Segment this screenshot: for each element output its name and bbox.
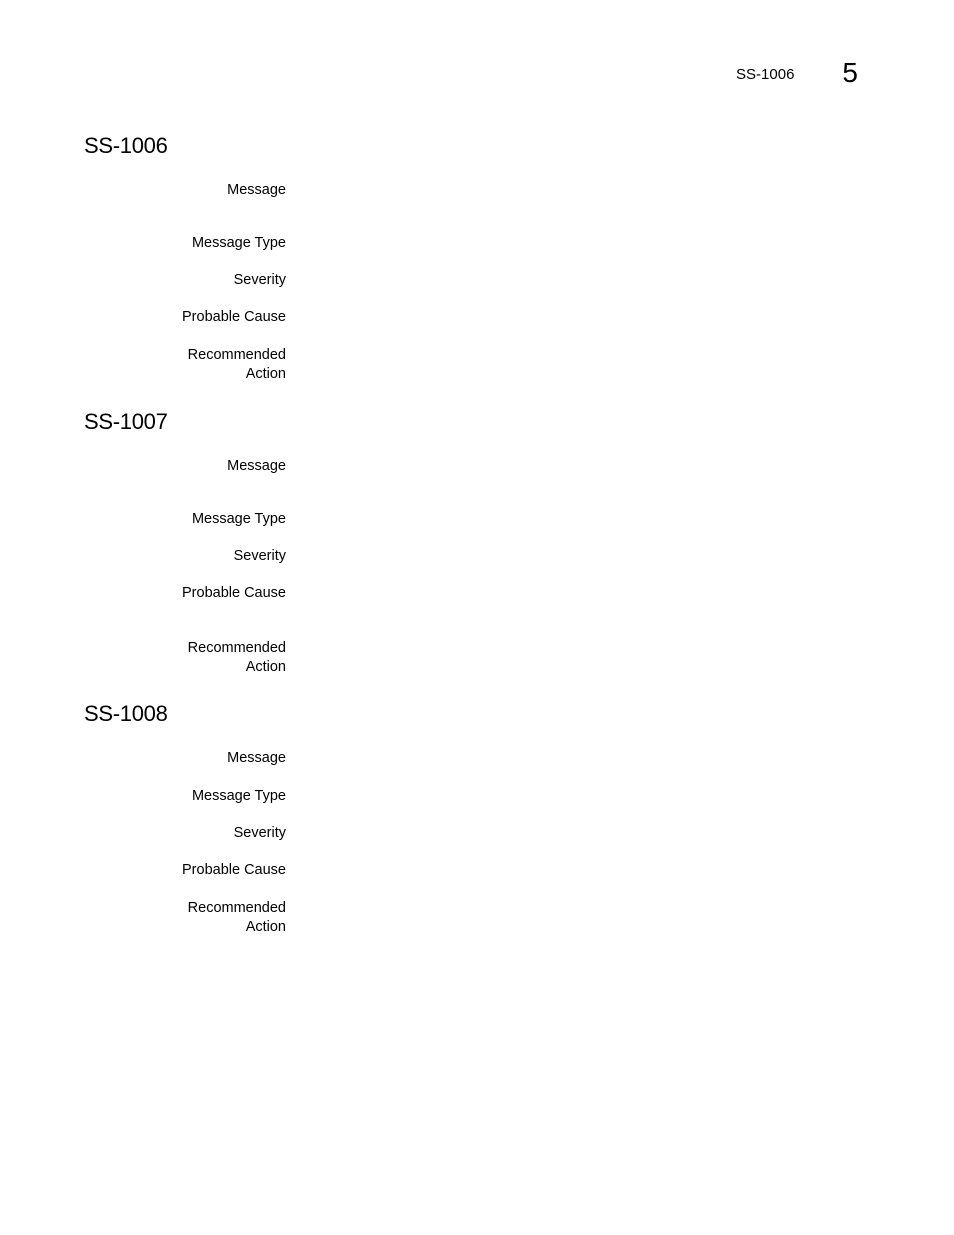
label-line: Action — [245, 659, 286, 675]
label-probable-cause: Probable Cause — [182, 585, 286, 601]
label-line: Recommended — [187, 900, 286, 916]
label-probable-cause: Probable Cause — [182, 862, 286, 878]
chapter-number: 5 — [842, 57, 858, 88]
running-header — [736, 57, 858, 88]
section-title: SS-1007 — [84, 409, 168, 434]
label-message: Message — [227, 182, 286, 198]
section-title: SS-1008 — [84, 701, 168, 726]
label-message-type: Message Type — [191, 511, 286, 527]
label-probable-cause: Probable Cause — [182, 309, 286, 325]
label-line: Recommended — [187, 347, 286, 363]
label-message-type: Message Type — [191, 788, 286, 804]
label-line: Action — [245, 919, 286, 935]
section-title: SS-1006 — [84, 133, 168, 158]
label-severity: Severity — [233, 272, 286, 288]
label-line: Action — [245, 366, 286, 382]
label-message: Message — [227, 458, 286, 474]
section-ss-1008 — [84, 702, 864, 726]
label-severity: Severity — [233, 825, 286, 841]
section-ss-1006 — [84, 134, 864, 158]
label-recommended-action — [146, 639, 286, 677]
label-recommended-action — [146, 899, 286, 937]
label-recommended-action — [146, 346, 286, 384]
running-title: SS-1006 — [736, 66, 795, 83]
section-ss-1007 — [84, 410, 864, 434]
label-severity: Severity — [233, 548, 286, 564]
label-message: Message — [227, 750, 286, 766]
label-message-type: Message Type — [191, 235, 286, 251]
label-line: Recommended — [187, 640, 286, 656]
